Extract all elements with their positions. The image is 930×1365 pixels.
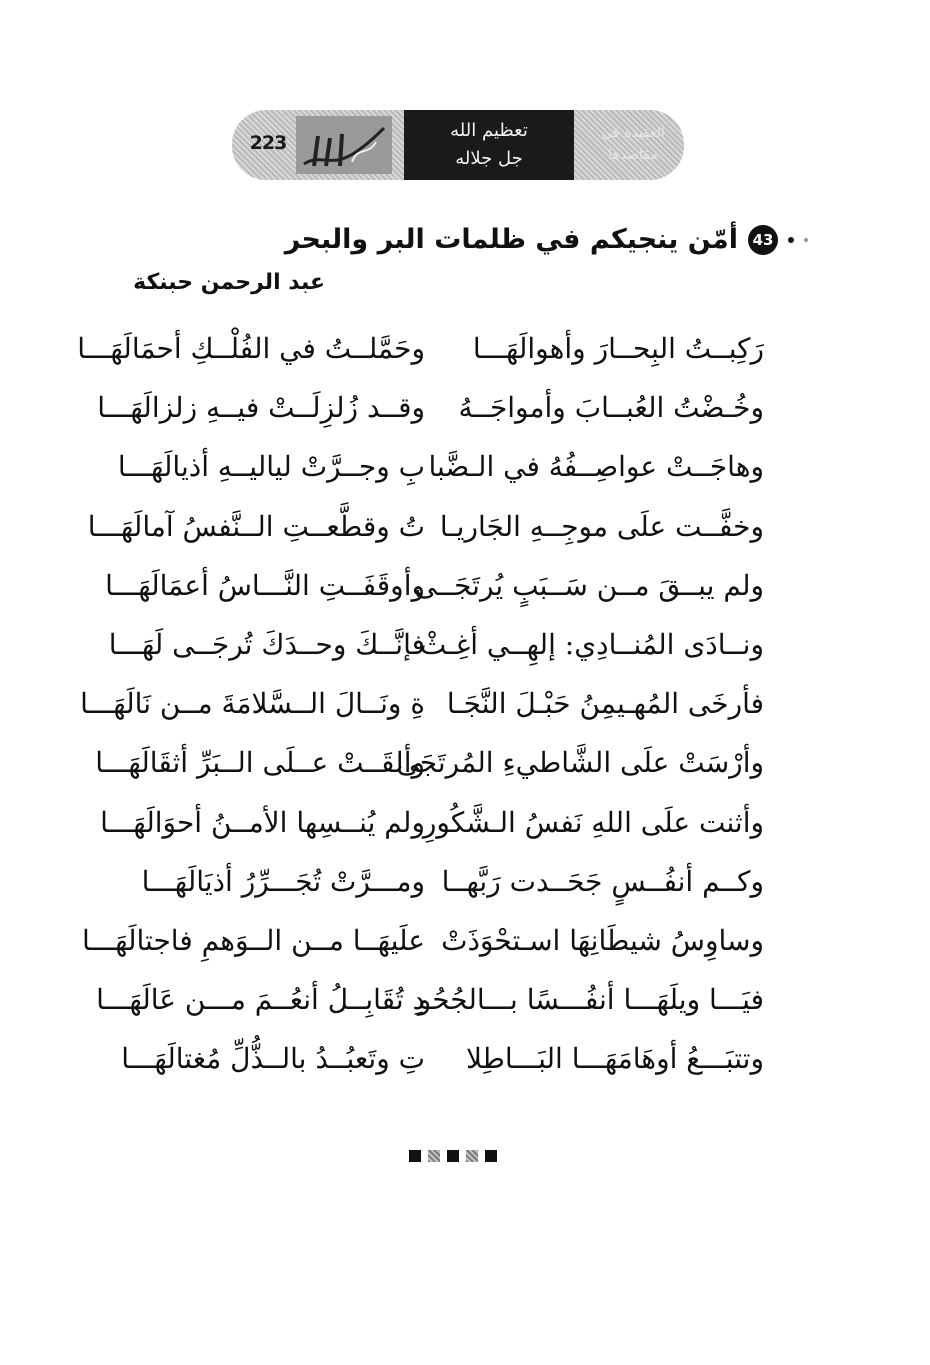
- verse-second-hemistich: دِ تُقَابِــلُ أنعُــمَ مـــن عَالَهَـــا: [96, 983, 425, 1017]
- poem-verse: [0, 325, 930, 385]
- section-number-badge: 43: [748, 225, 778, 255]
- bullet-dot: [788, 237, 794, 243]
- verse-second-hemistich: تُ وقطَّعــتِ الــنَّفسُ آمالَهَـــا: [87, 509, 425, 543]
- verse-first-hemistich: وساوِسُ شيطَانِهَا اسـتحْوَذَتْ: [441, 924, 764, 957]
- verse-first-hemistich: ولم يبــقَ مــن سَــبَبٍ يُرتَجَــى: [414, 568, 764, 602]
- verse-second-hemistich: ومـــرَّتْ تُجَـــرِّرُ أذيَالَهَـــا: [141, 864, 425, 898]
- banner-side-line1: العقيدة في: [601, 125, 665, 141]
- page-number: 223: [249, 132, 287, 154]
- verse-second-hemistich: ةِ ونَــالَ الــسَّلامَةَ مــن نَالَهَـــا: [80, 687, 425, 721]
- ornament-square: [409, 1150, 421, 1162]
- verse-first-hemistich: وهاجَــتْ عواصِــفُهُ في الـضَّبا: [428, 450, 764, 484]
- verse-first-hemistich: وأثنت علَى اللهِ نَفسُ الـشَّكُورِ: [422, 805, 764, 839]
- poem-verse: [0, 680, 930, 740]
- header-banner: [232, 110, 684, 180]
- verse-second-hemistich: ولم يُنــسِها الأمــنُ أحوَالَهَـــا: [100, 805, 425, 839]
- poem-verse: [0, 858, 930, 918]
- poem-verse: [0, 1035, 930, 1095]
- banner-side-text: [582, 110, 684, 180]
- poem-verse: [0, 562, 930, 622]
- verse-second-hemistich: وألقَــتْ عــلَى الــبَرِّ أثقَالَهَـــا: [95, 746, 425, 780]
- poem-verse: [0, 799, 930, 859]
- verse-second-hemistich: فإنَّــكَ وحــدَكَ تُرجَــى لَهَـــا: [108, 628, 425, 661]
- section-heading: [285, 224, 808, 255]
- verse-first-hemistich: وكــم أنفُــسٍ جَحَــدت رَبَّهــا: [441, 864, 764, 898]
- verse-first-hemistich: فيَـــا ويلَهَـــا أنفُـــسًا بـــالجُحُو: [417, 983, 764, 1017]
- verse-second-hemistich: تِ وتَعبُــدُ بالــذُّلِّ مُغتالَهَـــا: [121, 1042, 425, 1076]
- poem-verse: [0, 739, 930, 799]
- verse-first-hemistich: وتتبَـــعُ أوهَامَهَـــا البَـــاطِلا: [465, 1042, 764, 1076]
- verse-first-hemistich: ونــادَى المُنــادِي: إلهِــي أغِـثْ: [419, 628, 764, 661]
- poem-verse: [0, 384, 930, 444]
- poem-verse: [0, 503, 930, 563]
- ornament-square: [428, 1150, 440, 1162]
- verse-second-hemistich: علَيهَــا مــن الــوَهمِ فاجتالَهَـــا: [81, 924, 425, 957]
- banner-title: [404, 110, 574, 180]
- poem-verse: [0, 443, 930, 503]
- verse-second-hemistich: وأوقَفَــتِ النَّـــاسُ أعمَالَهَـــا: [105, 568, 425, 602]
- allah-calligraphy-icon: [296, 116, 392, 174]
- poem-verse: [0, 976, 930, 1036]
- verse-first-hemistich: وخُـضْتُ العُبــابَ وأمواجَــهُ: [458, 391, 764, 425]
- poem-verse: [0, 621, 930, 681]
- verse-first-hemistich: وخفَّــت علَى موجِــهِ الجَاريـا: [439, 509, 764, 543]
- verse-first-hemistich: فأرخَى المُهـيمِنُ حَبْـلَ النَّجَـا: [446, 687, 764, 721]
- poem-verse: [0, 917, 930, 977]
- verse-second-hemistich: وحَمَّلــتُ في الفُلْــكِ أحمَالَهَـــا: [77, 332, 425, 365]
- verse-second-hemistich: وقــد زُلزِلَــتْ فيــهِ زلزالَهَـــا: [97, 391, 425, 425]
- poem-author: عبد الرحمن حبنكة: [133, 270, 325, 295]
- banner-title-line1: تعظيم الله: [450, 120, 528, 141]
- bullet-dot-small: [804, 238, 808, 242]
- banner-title-line2: جل جلاله: [455, 148, 523, 169]
- calligraphy-glyph: [296, 116, 392, 174]
- ornament-square: [485, 1150, 497, 1162]
- end-ornament: [409, 1150, 497, 1162]
- verse-second-hemistich: بِ وجــرَّتْ لياليــهِ أذيالَهَـــا: [117, 450, 425, 484]
- ornament-square: [447, 1150, 459, 1162]
- verse-first-hemistich: رَكِبــتُ البِحــارَ وأهوالَهَـــا: [472, 332, 764, 365]
- section-title: أمّن ينجيكم في ظلمات البر والبحر: [284, 224, 738, 255]
- verse-first-hemistich: وأرْسَتْ علَى الشَّاطيءِ المُرتَجَى: [396, 746, 764, 780]
- ornament-square: [466, 1150, 478, 1162]
- banner-side-line2: مقاصدها: [608, 147, 658, 163]
